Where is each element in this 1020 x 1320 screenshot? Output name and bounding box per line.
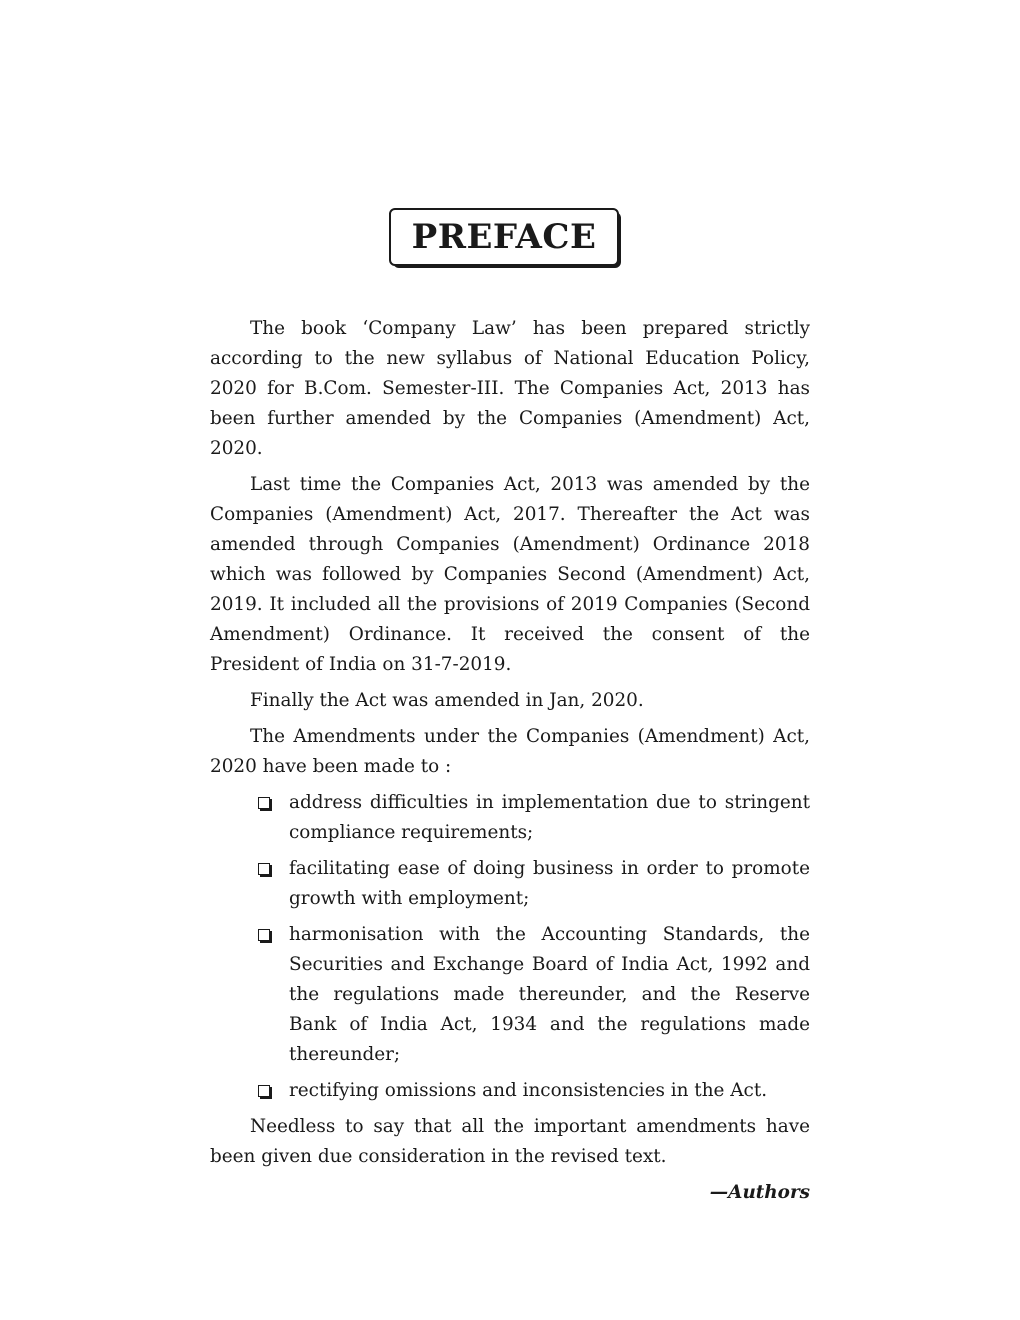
title-frame bbox=[389, 208, 621, 268]
list-item-text: facilitating ease of doing business in order to promote growth with employment; bbox=[289, 858, 810, 909]
checkbox-bullet-icon bbox=[258, 1085, 270, 1097]
list-item bbox=[258, 920, 810, 1070]
paragraph-final-amendment: Finally the Act was amended in Jan, 2020. bbox=[250, 690, 644, 711]
list-item bbox=[258, 854, 810, 914]
preface-body bbox=[210, 314, 810, 1208]
page-title: PREFACE bbox=[411, 217, 597, 257]
checkbox-bullet-icon bbox=[258, 929, 270, 941]
list-item-text: address difficulties in implementation due to stringent compliance requirements; bbox=[289, 792, 810, 843]
paragraph-amendments-lead: The Amendments under the Companies (Amendment) Act, 2020 have been made to : bbox=[210, 726, 810, 777]
checkbox-bullet-icon bbox=[258, 797, 270, 809]
signature: —Authors bbox=[709, 1182, 810, 1203]
list-item-text: rectifying omissions and inconsistencies in the Act. bbox=[289, 1080, 768, 1101]
checkbox-bullet-icon bbox=[258, 863, 270, 875]
list-item-text: harmonisation with the Accounting Standards, the Securities and Exchange Board of India Act, 1992 and the regulations made thereunder, and the Reserve Bank of India Act, 1934 and the regulations made thereunder; bbox=[289, 924, 810, 1065]
paragraph-amendment-history: Last time the Companies Act, 2013 was amended by the Companies (Amendment) Act, 2017. Thereafter the Act was amended through Companies (Amendment) Ordinance 2018 which was followed by Companies Second (Amendment) Act, 2019. It included all the provisions of 2019 Companies (Second Amendment) Ordinance. It received the consent of the President of India on 31-7-2019. bbox=[210, 474, 810, 675]
paragraph-intro: The book ‘Company Law’ has been prepared strictly according to the new syllabus of National Education Policy, 2020 for B.Com. Semester-III. The Companies Act, 2013 has been further amended by the Companies (Amendment) Act, 2020. bbox=[210, 318, 810, 459]
list-item bbox=[258, 788, 810, 848]
list-item bbox=[258, 1076, 810, 1106]
amendment-purpose-list bbox=[210, 788, 810, 1106]
paragraph-closing: Needless to say that all the important amendments have been given due consideration in the revised text. bbox=[210, 1116, 810, 1167]
title-box bbox=[389, 208, 619, 266]
